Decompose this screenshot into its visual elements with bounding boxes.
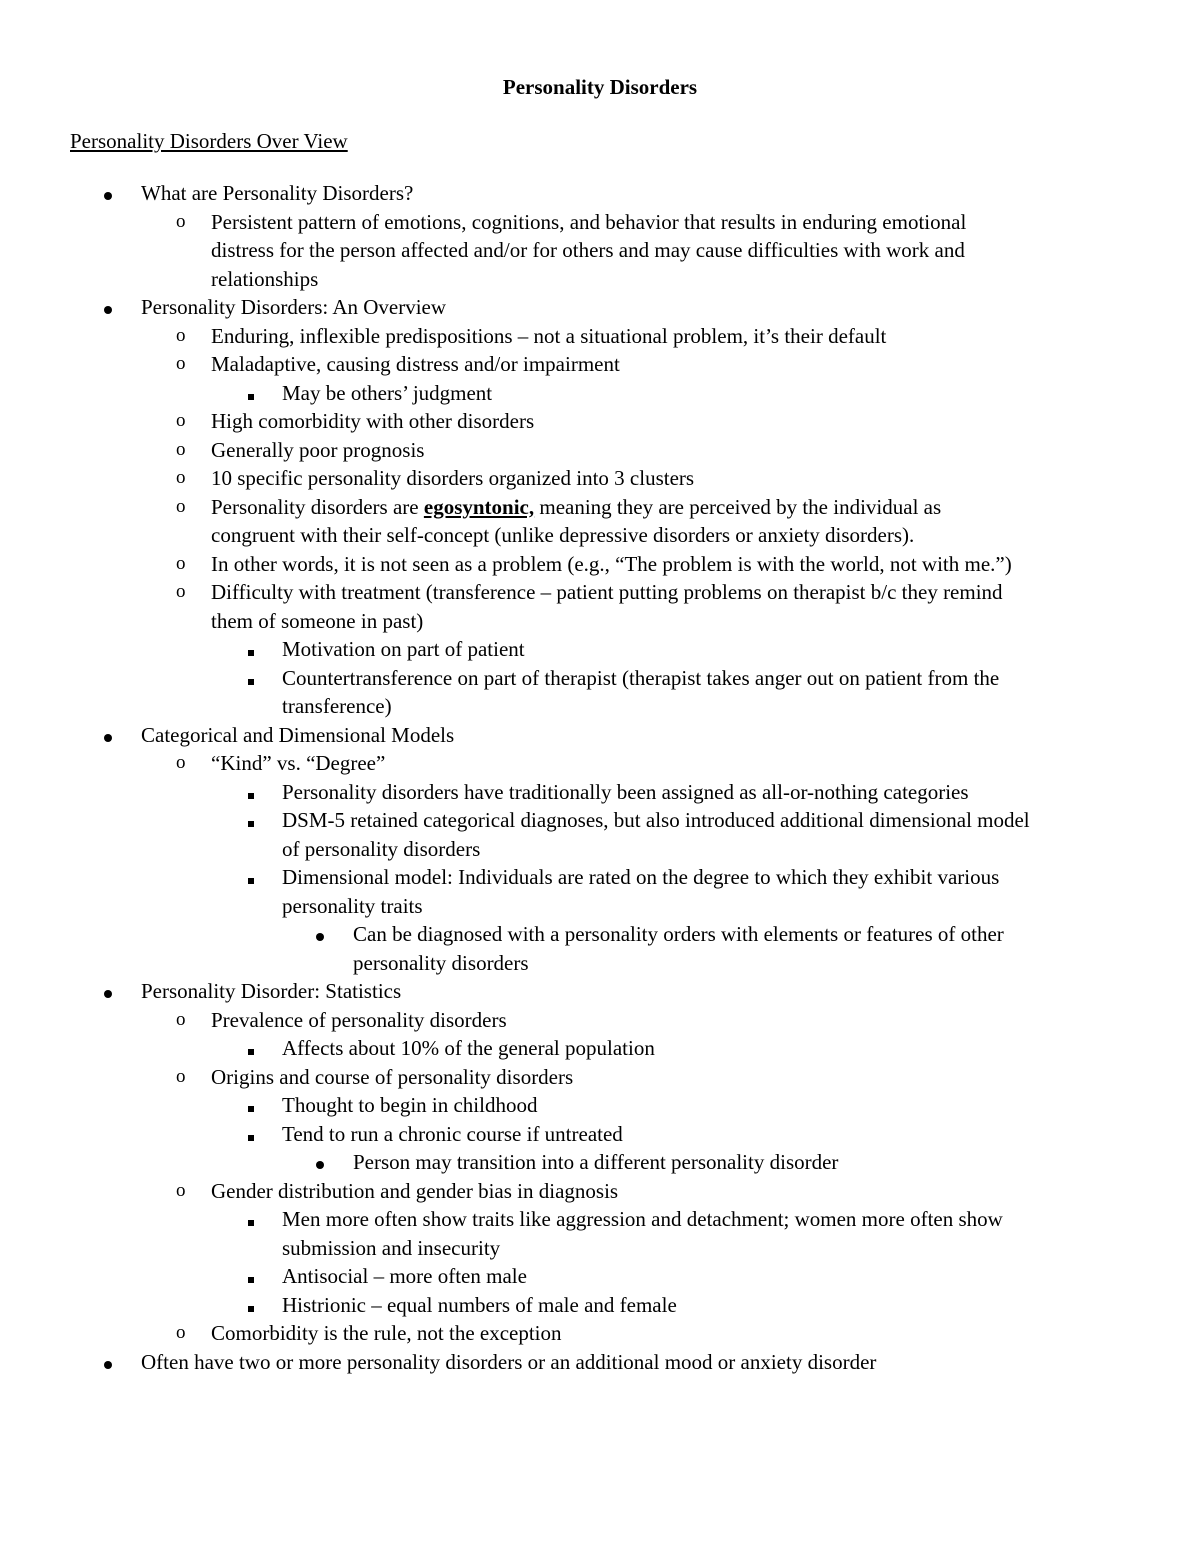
bullet-square-icon	[248, 821, 254, 827]
list-item-continuation: them of someone in past)	[211, 608, 424, 633]
list-item: o Persistent pattern of emotions, cognitions, and behavior that results in enduring emotional	[0, 208, 1200, 237]
bullet-square-icon	[248, 650, 254, 656]
list-item: Categorical and Dimensional Models	[0, 721, 1200, 750]
list-item: o In other words, it is not seen as a problem (e.g., “The problem is with the world, not with me.”)	[0, 550, 1200, 579]
bullet-square-icon	[248, 1135, 254, 1141]
bullet-o-icon: o	[176, 1008, 186, 1030]
section-heading: Personality Disorders Over View	[70, 129, 348, 153]
bullet-o-icon: o	[176, 353, 186, 374]
list-item-continuation: of personality disorders	[282, 836, 481, 861]
bullet-dot-icon	[104, 306, 112, 314]
bullet-dot-icon	[104, 990, 112, 998]
list-item: o Origins and course of personality disorders	[0, 1063, 1200, 1092]
list-item: o 10 specific personality disorders organized into 3 clusters	[0, 464, 1200, 493]
list-item-continuation: distress for the person affected and/or for others and may cause difficulties with work and	[211, 238, 965, 262]
bullet-square-icon	[248, 679, 254, 685]
bullet-o-icon: o	[176, 438, 186, 460]
list-item-continuation: personality traits	[282, 893, 423, 918]
list-item: o Maladaptive, causing distress and/or impairment	[0, 350, 1200, 379]
list-item: o Difficulty with treatment (transference – patient putting problems on therapist b/c they remind	[0, 578, 1200, 607]
bullet-o-icon: o	[176, 552, 186, 574]
list-item: Thought to begin in childhood	[0, 1091, 1200, 1120]
list-item: o Comorbidity is the rule, not the exception	[0, 1319, 1200, 1348]
bullet-o-icon: o	[176, 210, 186, 232]
bullet-o-icon: o	[176, 324, 186, 346]
list-item-continuation: congruent with their self-concept (unlike depressive disorders or anxiety disorders).	[211, 523, 915, 547]
list-item: May be others’ judgment	[0, 379, 1200, 408]
bullet-o-icon: o	[176, 410, 186, 431]
bullet-o-icon: o	[176, 581, 186, 602]
list-item: Personality Disorder: Statistics	[0, 977, 1200, 1006]
list-item: Men more often show traits like aggression and detachment; women more often show	[0, 1205, 1200, 1234]
bullet-dot-icon	[104, 734, 112, 742]
bullet-square-icon	[248, 878, 254, 884]
bullet-o-icon: o	[176, 752, 186, 773]
list-item: Dimensional model: Individuals are rated on the degree to which they exhibit various	[0, 863, 1200, 892]
bullet-o-icon: o	[176, 467, 186, 488]
bullet-dot-icon	[316, 933, 324, 941]
bullet-square-icon	[248, 1277, 254, 1283]
bullet-square-icon	[248, 1106, 254, 1112]
list-item: Tend to run a chronic course if untreated	[0, 1120, 1200, 1149]
list-item: Countertransference on part of therapist (therapist takes anger out on patient from the	[0, 664, 1200, 693]
list-item: What are Personality Disorders?	[0, 179, 1200, 208]
bullet-square-icon	[248, 793, 254, 799]
list-item: Antisocial – more often male	[0, 1262, 1200, 1291]
list-item: Can be diagnosed with a personality orders with elements or features of other	[0, 920, 1200, 949]
list-item-continuation: transference)	[282, 694, 392, 718]
bullet-dot-icon	[316, 1161, 324, 1169]
bullet-o-icon: o	[176, 1322, 186, 1343]
bullet-square-icon	[248, 1049, 254, 1055]
list-item-continuation: submission and insecurity	[282, 1235, 501, 1260]
list-item: o High comorbidity with other disorders	[0, 407, 1200, 436]
list-item: DSM-5 retained categorical diagnoses, but also introduced additional dimensional model	[0, 806, 1200, 835]
bullet-o-icon: o	[176, 1179, 186, 1201]
list-item: Person may transition into a different personality disorder	[0, 1148, 1200, 1177]
list-item-continuation: personality disorders	[353, 950, 529, 975]
list-item: Personality disorders have traditionally been assigned as all-or-nothing categories	[0, 778, 1200, 807]
list-item: Motivation on part of patient	[0, 635, 1200, 664]
list-item: o Personality disorders are egosyntonic, meaning they are perceived by the individual as	[0, 493, 1200, 522]
list-item: o “Kind” vs. “Degree”	[0, 749, 1200, 778]
list-item-continuation: relationships	[211, 266, 319, 291]
list-item: Histrionic – equal numbers of male and female	[0, 1291, 1200, 1320]
bullet-square-icon	[248, 1220, 254, 1226]
list-item: Often have two or more personality disorders or an additional mood or anxiety disorder	[0, 1348, 1200, 1377]
list-item: o Enduring, inflexible predispositions – not a situational problem, it’s their default	[0, 322, 1200, 351]
bullet-o-icon: o	[176, 1065, 186, 1087]
list-item: o Generally poor prognosis	[0, 436, 1200, 465]
list-item: Affects about 10% of the general population	[0, 1034, 1200, 1063]
document-title: Personality Disorders	[502, 75, 698, 99]
outline-list	[0, 179, 1200, 1376]
bullet-dot-icon	[104, 1361, 112, 1369]
list-item: o Prevalence of personality disorders	[0, 1006, 1200, 1035]
bullet-square-icon	[248, 394, 254, 400]
bullet-dot-icon	[104, 192, 112, 200]
emphasized-term: egosyntonic,	[423, 494, 535, 519]
list-item: o Gender distribution and gender bias in diagnosis	[0, 1177, 1200, 1206]
bullet-o-icon: o	[176, 495, 186, 517]
list-item: Personality Disorders: An Overview	[0, 293, 1200, 322]
bullet-square-icon	[248, 1306, 254, 1312]
